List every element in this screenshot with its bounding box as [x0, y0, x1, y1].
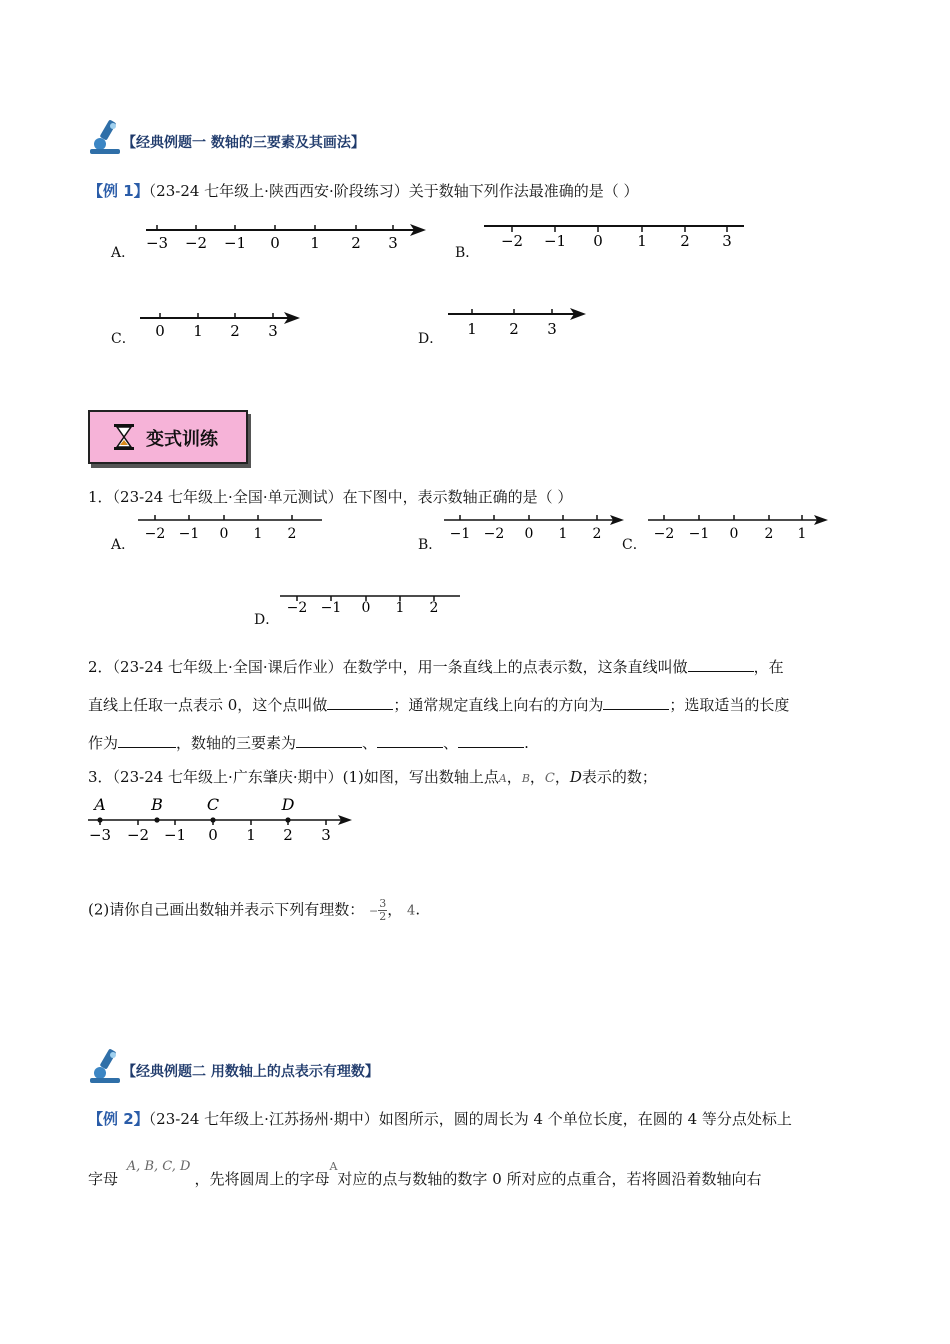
ex2-letter-a: A — [329, 1160, 338, 1173]
ex1-axis-a-tick-label: −3 — [145, 234, 169, 252]
q3-number-line-tick-label: 2 — [283, 826, 293, 844]
q2-blank-2[interactable] — [327, 697, 393, 710]
q1-axis-d-tick-label: −2 — [286, 600, 308, 616]
ex1-axis-d-tick-label: 3 — [547, 320, 557, 338]
ex2-line1: 【例 2】（23-24 七年级上·江苏扬州·期中）如图所示，圆的周长为 4 个单位长度，在圆的 4 等分点处标上 — [88, 1110, 792, 1128]
q1-axis-b — [442, 510, 627, 544]
point-c — [210, 817, 215, 822]
q1-axis-a-tick-label: −1 — [178, 526, 200, 542]
q1-option-d[interactable]: D． — [254, 612, 280, 628]
q3-number-line — [86, 794, 361, 846]
q2-blank-3[interactable] — [603, 697, 669, 710]
q1-axis-a-tick-label: 2 — [287, 526, 297, 542]
q1-axis-c-tick-label: 2 — [764, 526, 774, 542]
ex1-axis-b — [482, 216, 747, 256]
ex1-axis-b-tick-label: 0 — [593, 232, 603, 250]
q3-point-d-label: D — [569, 768, 582, 786]
ex1-axis-b-tick-label: −1 — [543, 232, 567, 250]
ex1-axis-a — [140, 218, 430, 258]
ex1-label: 【例 1】 — [88, 182, 149, 200]
ex2-line2: 字母 A, B, C, D，先将圆周上的字母$^A$对应的点与数轴的数字 0 所对应的点重合，若将圆沿着数轴向右 — [88, 1159, 762, 1188]
q3-number-line-tick-label: −1 — [163, 826, 187, 844]
point-d — [285, 817, 290, 822]
ex1-axis-c-tick-label: 3 — [268, 322, 278, 340]
ex1-axis-b-tick-label: −2 — [500, 232, 524, 250]
ex2-letters: A, B, C, D — [126, 1159, 191, 1174]
ex1-axis-a-tick-label: 3 — [388, 234, 398, 252]
ex1-option-c[interactable]: C． — [111, 331, 136, 347]
q1-axis-d-tick-label: 0 — [361, 600, 371, 616]
q2-line1: 2．（23-24 七年级上·全国·课后作业）在数学中，用一条直线上的点表示数，这条直线叫做 ，在 — [88, 658, 784, 676]
ex2-label: 【例 2】 — [88, 1110, 149, 1128]
ex1-axis-a-tick-label: 2 — [351, 234, 361, 252]
q3-number-line-tick-label: 3 — [321, 826, 331, 844]
q1-question: 1．（23-24 七年级上·全国·单元测试）在下图中，表示数轴正确的是（ ） — [88, 488, 573, 506]
q1-axis-d — [278, 588, 463, 622]
q1-axis-d-tick-label: 2 — [429, 600, 439, 616]
q3-number-line-tick-label: 0 — [208, 826, 218, 844]
q1-axis-a-tick-label: −2 — [144, 526, 166, 542]
q2-blank-1[interactable] — [688, 659, 754, 672]
point-b — [154, 817, 159, 822]
q1-axis-c-tick-label: −2 — [653, 526, 675, 542]
ex1-option-b[interactable]: B． — [455, 245, 480, 261]
hourglass-icon — [112, 423, 136, 451]
ex1-axis-c-tick-label: 1 — [193, 322, 203, 340]
q2-line2: 直线上任取一点表示 0，这个点叫做 ；通常规定直线上向右的方向为 ；选取适当的长度 — [88, 696, 790, 714]
q1-option-c[interactable]: C． — [622, 537, 647, 553]
point-b-label: B — [151, 795, 163, 814]
q1-axis-c — [646, 510, 831, 544]
q2-blank-4[interactable] — [118, 735, 176, 748]
ex1-axis-b-tick-label: 2 — [680, 232, 690, 250]
variant-training-badge — [88, 410, 248, 464]
q1-axis-c-tick-label: 1 — [797, 526, 807, 542]
ex1-option-d[interactable]: D． — [418, 331, 444, 347]
ex1-axis-d — [444, 302, 594, 342]
q1-option-a[interactable]: A． — [111, 537, 136, 553]
q2-line3: 作为 ，数轴的三要素为 、 、 . — [88, 734, 529, 752]
q1-axis-a-tick-label: 1 — [253, 526, 263, 542]
q3-number-line-tick-label: −2 — [126, 826, 150, 844]
ex1-option-a[interactable]: A． — [111, 245, 136, 261]
ex1-axis-a-tick-label: 1 — [310, 234, 320, 252]
point-c-label: C — [206, 795, 220, 814]
microscope-icon — [88, 1047, 124, 1085]
section1-title: 【经典例题一 数轴的三要素及其画法】 — [122, 135, 365, 151]
ex1-axis-a-tick-label: −2 — [184, 234, 208, 252]
ex1-axis-a-tick-label: −1 — [223, 234, 247, 252]
q1-axis-b-tick-label: −1 — [449, 526, 471, 542]
ex1-axis-c — [136, 306, 306, 346]
badge-text: 变式训练 — [146, 429, 218, 450]
fraction-three-halves: $\frac{3}{2}$ — [379, 897, 387, 923]
point-a — [97, 817, 102, 822]
ex1-axis-d-tick-label: 2 — [509, 320, 519, 338]
q3-number-line-tick-label: 1 — [246, 826, 256, 844]
q1-axis-b-tick-label: 1 — [558, 526, 568, 542]
q1-axis-d-tick-label: 1 — [395, 600, 405, 616]
q2-blank-6[interactable] — [377, 735, 443, 748]
q1-axis-c-tick-label: 0 — [729, 526, 739, 542]
ex1-axis-a-tick-label: 0 — [270, 234, 280, 252]
q1-axis-a-tick-label: 0 — [219, 526, 229, 542]
q1-axis-b-tick-label: 2 — [592, 526, 602, 542]
ex1-axis-b-tick-label: 1 — [637, 232, 647, 250]
point-d-label: D — [281, 795, 295, 814]
q1-option-b[interactable]: B． — [418, 537, 443, 553]
q1-axis-b-tick-label: 0 — [524, 526, 534, 542]
ex1-axis-b-tick-label: 3 — [722, 232, 732, 250]
ex1-axis-c-tick-label: 0 — [155, 322, 165, 340]
q1-axis-d-tick-label: −1 — [320, 600, 342, 616]
microscope-icon — [88, 118, 124, 156]
point-a-label: A — [94, 795, 106, 814]
ex1-text: （23-24 七年级上·陕西西安·阶段练习）关于数轴下列作法最准确的是（ ） — [148, 182, 639, 200]
ex1-axis-d-tick-label: 1 — [467, 320, 477, 338]
q1-axis-b-tick-label: −2 — [483, 526, 505, 542]
q1-axis-a — [136, 512, 326, 546]
q3-point-c-label: C — [544, 771, 555, 786]
q3-point-b-label: B — [521, 772, 530, 785]
q3-question: 3．（23-24 七年级上·广东肇庆·期中）(1)如图，写出数轴上点A，B，C，D表示的数； — [88, 768, 657, 786]
q3-part2: (2)请你自己画出数轴并表示下列有理数： − $\frac{3}{2}$ ， 4. — [88, 897, 421, 923]
q2-blank-5[interactable] — [296, 735, 362, 748]
ex1-axis-c-tick-label: 2 — [230, 322, 240, 340]
q2-blank-7[interactable] — [458, 735, 524, 748]
q3-point-a-label: A — [498, 772, 507, 785]
section2-title: 【经典例题二 用数轴上的点表示有理数】 — [122, 1064, 379, 1080]
q1-axis-c-tick-label: −1 — [688, 526, 710, 542]
q3-number-line-tick-label: −3 — [88, 826, 112, 844]
ex1-question — [88, 180, 639, 201]
